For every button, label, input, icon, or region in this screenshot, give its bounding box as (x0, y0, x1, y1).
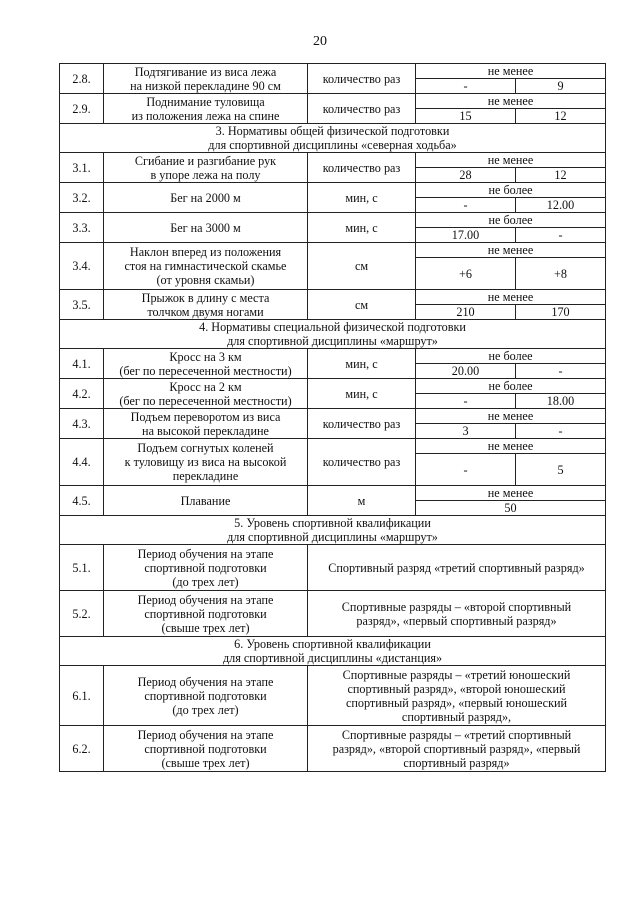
row-name (104, 379, 308, 409)
section-row (60, 637, 606, 666)
text-line: спортивный разряд», (401, 709, 512, 724)
norm-value-girls: 170 (516, 305, 606, 320)
row-name (104, 243, 308, 290)
row-number: 3.5. (60, 290, 104, 320)
norm-value-boys: 17.00 (416, 228, 516, 243)
row-unit: количество раз (308, 94, 416, 124)
table-row (60, 213, 606, 228)
text-line: спортивной подготовки (144, 560, 267, 575)
text-line: на высокой перекладине (142, 423, 269, 438)
row-name (104, 290, 308, 320)
qualification-requirement (308, 545, 606, 591)
row-number: 4.4. (60, 439, 104, 486)
text-line: Спортивные разряды – «третий спортивный (341, 727, 572, 742)
table-row (60, 545, 606, 591)
text-line: к туловищу из виса на высокой (124, 455, 287, 469)
table-row (60, 64, 606, 79)
text-line: 5. Уровень спортивной квалификации (234, 516, 431, 530)
norm-value-boys: - (416, 394, 516, 409)
row-name (104, 64, 308, 94)
row-name (104, 94, 308, 124)
page-number: 20 (313, 34, 327, 49)
norms-table (59, 63, 606, 772)
text-line: Прыжок в длину с места (141, 290, 270, 305)
norm-value-girls: 12 (516, 109, 606, 124)
text-line: (от уровня скамьи) (156, 273, 255, 287)
norm-value-girls: - (516, 228, 606, 243)
row-number: 3.2. (60, 183, 104, 213)
text-line: для спортивной дисциплины «маршрут» (227, 334, 438, 348)
norm-value-girls: 12 (516, 168, 606, 183)
norm-value-boys: 20.00 (416, 364, 516, 379)
norm-value-boys: 210 (416, 305, 516, 320)
norm-condition: не менее (416, 409, 606, 424)
norm-condition: не менее (416, 486, 606, 501)
text-line: Плавание (180, 493, 231, 508)
row-number: 6.1. (60, 666, 104, 726)
text-line: спортивной подготовки (144, 606, 267, 621)
row-unit: количество раз (308, 153, 416, 183)
text-line: (свыше трех лет) (161, 620, 250, 635)
text-line: Сгибание и разгибание рук (134, 153, 277, 168)
text-line: Кросс на 3 км (169, 349, 242, 364)
text-line: (бег по пересеченной местности) (119, 393, 292, 408)
section-heading (60, 124, 606, 153)
text-line: для спортивной дисциплины «северная ходьба» (208, 138, 457, 152)
qualification-requirement (308, 726, 606, 772)
text-line: спортивный разряд» (403, 755, 510, 770)
text-line: 6. Уровень спортивной квалификации (234, 637, 431, 651)
norm-value-girls: 12.00 (516, 198, 606, 213)
text-line: в упоре лежа на полу (150, 167, 261, 182)
text-line: Подъем согнутых коленей (137, 441, 274, 455)
table-row (60, 349, 606, 364)
norms-table-body (60, 64, 606, 772)
norm-condition: не менее (416, 243, 606, 258)
text-line: Подъем переворотом из виса (130, 409, 281, 424)
row-name (104, 349, 308, 379)
norm-condition: не более (416, 213, 606, 228)
text-line: 4. Нормативы специальной физической подготовки (199, 320, 466, 334)
row-name (104, 439, 308, 486)
norm-condition: не более (416, 183, 606, 198)
text-line: Спортивные разряды – «третий юношеский (342, 667, 571, 682)
row-unit: количество раз (308, 409, 416, 439)
table-row (60, 243, 606, 258)
norm-condition: не более (416, 349, 606, 364)
norm-value-boys: - (416, 79, 516, 94)
row-number: 4.3. (60, 409, 104, 439)
row-unit: мин, с (308, 379, 416, 409)
table-row (60, 486, 606, 501)
section-row (60, 320, 606, 349)
section-row (60, 124, 606, 153)
norm-value-boys: +6 (416, 258, 516, 290)
row-unit: м (308, 486, 416, 516)
norm-condition: не менее (416, 153, 606, 168)
row-number: 4.5. (60, 486, 104, 516)
norm-value: 50 (416, 501, 606, 516)
norm-value-boys: - (416, 198, 516, 213)
table-row (60, 183, 606, 198)
norm-value-boys: - (416, 454, 516, 486)
row-number: 5.1. (60, 545, 104, 591)
row-unit: см (308, 290, 416, 320)
row-name (104, 486, 308, 516)
row-unit: мин, с (308, 183, 416, 213)
text-line: спортивный разряд», «второй юношеский (347, 681, 566, 696)
norm-value-girls: - (516, 364, 606, 379)
text-line: Бег на 3000 м (170, 220, 241, 235)
text-line: 3. Нормативы общей физической подготовки (215, 124, 450, 138)
text-line: толчком двумя ногами (147, 304, 264, 319)
text-line: для спортивной дисциплины «маршрут» (227, 530, 438, 544)
norm-value-girls: 18.00 (516, 394, 606, 409)
norm-value-boys: 28 (416, 168, 516, 183)
text-line: (до трех лет) (172, 702, 239, 717)
norm-value-girls: +8 (516, 258, 606, 290)
text-line: спортивный разряд», «первый юношеский (345, 695, 568, 710)
text-line: спортивной подготовки (144, 688, 267, 703)
row-number: 3.4. (60, 243, 104, 290)
text-line: Спортивный разряд «третий спортивный разряд» (328, 560, 585, 575)
row-name (104, 409, 308, 439)
qualification-requirement (308, 591, 606, 637)
row-number: 6.2. (60, 726, 104, 772)
row-unit: см (308, 243, 416, 290)
row-name (104, 666, 308, 726)
section-row (60, 516, 606, 545)
text-line: Кросс на 2 км (169, 379, 242, 394)
table-row (60, 439, 606, 454)
text-line: из положения лежа на спине (131, 108, 280, 123)
norm-condition: не менее (416, 64, 606, 79)
row-name (104, 153, 308, 183)
table-row (60, 726, 606, 772)
section-heading (60, 320, 606, 349)
qualification-requirement (308, 666, 606, 726)
row-number: 5.2. (60, 591, 104, 637)
text-line: (до трех лет) (172, 574, 239, 589)
table-row (60, 153, 606, 168)
table-row (60, 409, 606, 424)
text-line: Бег на 2000 м (170, 190, 241, 205)
text-line: для спортивной дисциплины «дистанция» (222, 651, 443, 665)
text-line: Период обучения на этапе (137, 592, 274, 607)
text-line: разряд», «первый спортивный разряд» (356, 613, 557, 628)
norm-condition: не более (416, 379, 606, 394)
text-line: Поднимание туловища (146, 94, 265, 109)
table-row (60, 666, 606, 726)
row-number: 4.2. (60, 379, 104, 409)
table-row (60, 379, 606, 394)
table-row (60, 94, 606, 109)
text-line: Период обучения на этапе (137, 546, 274, 561)
norm-value-girls: - (516, 424, 606, 439)
text-line: Спортивные разряды – «второй спортивный (341, 599, 572, 614)
table-row (60, 591, 606, 637)
row-name (104, 726, 308, 772)
text-line: Период обучения на этапе (137, 674, 274, 689)
text-line: разряд», «второй спортивный разряд», «первый (332, 741, 581, 756)
row-name (104, 591, 308, 637)
norm-value-boys: 15 (416, 109, 516, 124)
section-heading (60, 637, 606, 666)
table-row (60, 290, 606, 305)
section-heading (60, 516, 606, 545)
row-unit: мин, с (308, 213, 416, 243)
row-number: 4.1. (60, 349, 104, 379)
norm-value-girls: 9 (516, 79, 606, 94)
row-name (104, 213, 308, 243)
text-line: Наклон вперед из положения (129, 245, 282, 259)
row-unit: мин, с (308, 349, 416, 379)
norm-condition: не менее (416, 94, 606, 109)
text-line: на низкой перекладине 90 см (130, 78, 281, 93)
norm-condition: не менее (416, 439, 606, 454)
row-unit: количество раз (308, 64, 416, 94)
norm-condition: не менее (416, 290, 606, 305)
row-name (104, 545, 308, 591)
text-line: (бег по пересеченной местности) (119, 363, 292, 378)
row-unit: количество раз (308, 439, 416, 486)
row-number: 2.8. (60, 64, 104, 94)
text-line: Подтягивание из виса лежа (134, 64, 277, 79)
text-line: (свыше трех лет) (161, 755, 250, 770)
text-line: стоя на гимнастической скамье (124, 259, 287, 273)
norm-value-boys: 3 (416, 424, 516, 439)
row-name (104, 183, 308, 213)
text-line: Период обучения на этапе (137, 727, 274, 742)
text-line: спортивной подготовки (144, 741, 267, 756)
row-number: 3.3. (60, 213, 104, 243)
row-number: 3.1. (60, 153, 104, 183)
norm-value-girls: 5 (516, 454, 606, 486)
row-number: 2.9. (60, 94, 104, 124)
text-line: перекладине (172, 469, 239, 483)
